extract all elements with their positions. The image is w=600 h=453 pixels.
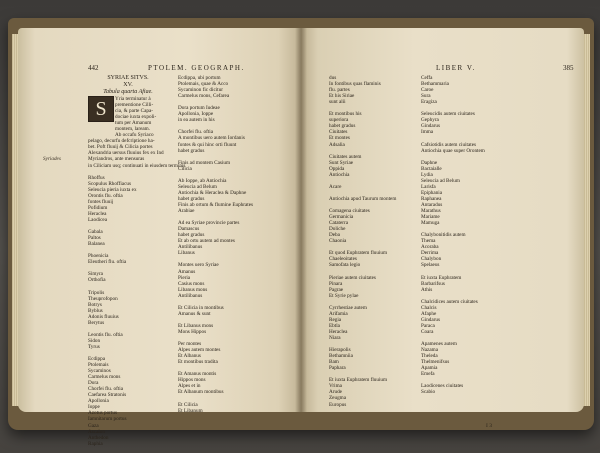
text-line: Et montibus his (329, 111, 362, 118)
text-line: Et Albanus (178, 353, 201, 360)
text-line: Paphara (329, 365, 346, 372)
text-line: Vrima (329, 383, 342, 390)
text-line: Berytus (88, 319, 105, 326)
text-line: Europus (329, 401, 347, 408)
text-line: Pofidium (88, 204, 108, 211)
text-line: Et quod Euphratem fluuium (329, 250, 388, 257)
text-line: habet gradus (329, 123, 356, 130)
text-line: Azotus portus (88, 410, 117, 417)
text-line: Alpes et in (178, 383, 201, 390)
text-line: Thelmenifsus (421, 359, 450, 366)
text-line: Montes uero Syriae (178, 262, 219, 269)
text-line: Caroe (421, 87, 434, 94)
text-line: cia, & parte Capa- (115, 108, 154, 115)
text-line: Libanus mons (178, 286, 208, 293)
text-line: prementione Cilli- (115, 102, 154, 109)
text-line: Ptolemais (88, 362, 109, 369)
text-line: Lydia (421, 171, 433, 178)
text-line: Et his Siriae (329, 93, 355, 100)
text-line: Ceffa (421, 75, 433, 81)
text-line: Gaza (88, 422, 99, 429)
right-column-2-lines (421, 75, 501, 395)
text-line: Cafsiotidis autem ciuitates (421, 141, 477, 148)
left-column-1 (88, 75, 186, 447)
text-line: Arifamia (329, 310, 348, 317)
text-line: Ciuitates autem (329, 153, 362, 160)
text-line: Et Amanus montis (178, 371, 217, 378)
text-line: in ea autem in his (178, 117, 215, 124)
text-line: Chalcidices autem ciuitates (421, 298, 478, 305)
text-line: Pinara (329, 280, 343, 287)
text-line: Gindarus (421, 316, 441, 323)
text-line: Gabala (88, 229, 103, 236)
text-line: Spelaeus (421, 262, 440, 269)
text-line: Pieria (178, 274, 191, 281)
text-line: Cataterra (329, 220, 349, 227)
text-line: Orontis flu. oftia (88, 192, 123, 199)
text-line: Zeugma (329, 395, 346, 402)
text-line: Antaradus (421, 201, 443, 208)
text-line: Scopulus Rhoffiacus (88, 180, 131, 187)
text-line: superiora (329, 117, 349, 124)
text-line: Acare (329, 183, 342, 190)
text-line: Doliche (329, 226, 346, 233)
text-line: Bactaialle (421, 165, 442, 172)
text-line: Leontis flu. oftia (88, 331, 123, 338)
text-line: Simyra (88, 271, 103, 278)
text-line: Carmelus mons (88, 374, 121, 381)
text-line: habet gradus (178, 195, 205, 202)
text-line: Emefa (421, 371, 435, 378)
text-line: In fontibus quas flaminis (329, 81, 381, 88)
text-line: Deba (329, 232, 340, 239)
text-line: Apollonia (88, 398, 109, 405)
text-line: Casius mons (178, 280, 205, 287)
text-line: sunt alii (329, 99, 346, 106)
text-line: Theuprofopon (88, 295, 118, 302)
text-line: Samofata legio (329, 262, 361, 269)
text-line: Rhoffus (88, 174, 105, 181)
text-line: in Ciliciam usq; continuati in eiusdem terminis (88, 162, 186, 169)
chapter-number: XV. (123, 82, 133, 88)
text-line: Gephyra (421, 117, 439, 124)
text-line: Phoenicia (88, 253, 109, 260)
text-line: Chalybonitidis autem (421, 232, 466, 239)
text-line: Ebtla (329, 322, 340, 329)
text-line: Sidon (88, 337, 101, 344)
text-line: Eleutheri flu. oftia (88, 259, 127, 266)
text-line: Balanea (88, 241, 105, 248)
text-line: Antilibanus (178, 292, 203, 299)
text-line: Epiphania (421, 189, 443, 196)
text-line: Ecdippa (88, 356, 105, 363)
text-line: Theleda (421, 353, 438, 360)
text-line: Ad ea Syriae provincie partes (178, 220, 240, 227)
text-line: Yria terminatur à (115, 96, 151, 102)
text-line: Laodicea (88, 216, 108, 223)
right-column-1-lines (329, 75, 419, 408)
text-line: fontes & qui hinc orti fluunt (178, 141, 237, 148)
text-line: Ecdippa, ubi portum (178, 75, 221, 81)
text-line: Sycaminon fic dicitur (178, 87, 223, 94)
text-line: Et Libanum (178, 407, 203, 414)
text-line: Antiochia apud Taurum montem (329, 195, 397, 202)
text-line: Per montes (178, 341, 202, 348)
text-line: Seleucia ad Belum (178, 183, 217, 190)
text-line: Ab Ioppe, ab Antiochia (178, 177, 227, 184)
right-page-number: 385 (563, 64, 574, 72)
text-line: Alpes autem montes (178, 347, 221, 354)
text-line: dus (329, 75, 337, 81)
dropcap-letter: S (88, 96, 114, 122)
text-line: Nazama (421, 347, 438, 354)
text-line: Botrys (88, 301, 102, 308)
text-line: Orthofia (88, 277, 106, 284)
text-line: Iamnitarum portus (88, 416, 127, 423)
text-line: Caefarea Stratonis (88, 392, 127, 399)
text-line: Chalcis (421, 304, 437, 311)
text-line: Heraclea (329, 328, 348, 335)
text-line: Daphne (421, 159, 438, 166)
text-line: Libanus (178, 250, 195, 257)
text-line: Et Albanum montibus (178, 389, 224, 396)
text-line: Et Cilicia in montibus (178, 304, 224, 311)
text-line: Seleucia pieria iuxta ex (88, 186, 137, 193)
left-page-number: 442 (88, 64, 99, 72)
text-line: Sura (421, 93, 431, 100)
text-line: Et Cilicia (178, 401, 198, 408)
text-line: Adsalia (329, 141, 345, 148)
text-line: Acoraba (421, 244, 439, 251)
text-line: Et ab ortu autem ad montes (178, 238, 235, 245)
text-line: Adonis fluuius (88, 313, 119, 320)
text-line: Antiochia (329, 171, 350, 178)
text-line: Et montes (329, 135, 350, 142)
text-line: Et iuxta Euphratem (421, 274, 462, 281)
text-line: Larisfa (421, 183, 436, 190)
text-line: Derrima (421, 250, 439, 257)
text-line: Cyrrhestiae autem (329, 304, 367, 311)
text-line: pelago, decurfu defcriptione ha- (88, 138, 155, 145)
left-column-1-lines (88, 96, 186, 447)
text-line: Damascus (178, 226, 200, 233)
left-page (18, 28, 301, 447)
text-line: Pagrae (329, 286, 344, 293)
text-line: Sunt Syriae (329, 159, 354, 166)
text-line: Afaphe (421, 310, 437, 317)
text-line: Laodicenes ciuitates (421, 383, 464, 390)
left-column-2-lines (178, 75, 258, 414)
text-line: Chaonia (329, 238, 347, 245)
text-line: Chalybon (421, 256, 442, 263)
text-line: Raphia (88, 440, 103, 447)
text-line: Antilibanus (178, 244, 203, 251)
signature-mark: I 3 (486, 423, 492, 429)
text-line: Scabio (421, 389, 436, 396)
text-line: tum per Amanum (115, 120, 152, 127)
text-line: A montibus uero autem Iordanis (178, 135, 245, 142)
text-line: Dora (88, 380, 99, 387)
right-page-header: LIBER V. (436, 64, 476, 72)
text-line: Et iuxta Euphratem fluuium (329, 377, 388, 384)
text-line: Germanicia (329, 214, 354, 221)
text-line: Anthedon (88, 434, 109, 441)
text-line: Marathus (421, 208, 441, 215)
chapter-title: SYRIAE SITVS. (107, 75, 149, 81)
text-line: Antiochia & Heraclea & Daphne (178, 189, 247, 196)
text-line: Mamuga (421, 220, 440, 227)
text-line: Chorfei flu. oftia (178, 129, 214, 136)
text-line: Athis (421, 286, 433, 293)
text-line: Finis ab ortum & flumine Euphrates (178, 201, 254, 208)
text-line: Amanus & sunt (178, 310, 211, 317)
text-line: Raphanea (421, 195, 442, 202)
text-line: Regia (329, 316, 342, 323)
text-line: Niara (329, 335, 341, 342)
text-line: Bam (329, 359, 339, 366)
text-line: Arabiae (178, 208, 195, 215)
text-line: Cilicia (178, 165, 192, 172)
text-line: dociae iuxta expoli- (115, 114, 157, 121)
text-line: Hierapolis (329, 347, 351, 354)
right-column-1 (329, 75, 419, 408)
text-line: Alexandria uersus fluuius fex ex Ind (88, 150, 164, 157)
text-line: Ioppe (88, 404, 100, 411)
left-page-header: PTOLEM. GEOGRAPH. (148, 64, 245, 72)
text-line: Finis ad montem Casium (178, 159, 231, 166)
text-line: Tyrus (88, 343, 100, 350)
text-line: Bethammaria (421, 81, 449, 88)
text-line: Byblus (88, 307, 103, 314)
text-line: Eragiza (421, 99, 437, 106)
text-line: Mariame (421, 214, 440, 221)
text-line: Amanus (178, 268, 196, 275)
book-gutter (295, 28, 307, 412)
text-line: Antiochia quae super Orontem (421, 147, 485, 154)
text-line: Thema (421, 238, 436, 245)
text-line: Ascalon (88, 428, 105, 435)
text-line: Gindarus (421, 123, 441, 130)
text-line: Myriandros, ante mensuras (88, 156, 145, 163)
text-line: Paltos (88, 235, 101, 242)
text-line: Chorfei flu. oftia (88, 386, 124, 393)
text-line: Mons Hippos (178, 328, 207, 335)
text-line: Dora portum Iudeae (178, 105, 220, 112)
text-line: Sycaminos (88, 368, 111, 375)
text-line: Oppida (329, 165, 345, 172)
left-column-2 (178, 75, 258, 414)
text-line: Et montibus tradita (178, 359, 218, 366)
text-line: Seleucia ad Belum (421, 177, 460, 184)
text-line: Coara (421, 328, 434, 335)
text-line: Et Syrie pylae (329, 292, 359, 299)
text-line: fontes fluuij (88, 198, 114, 205)
text-line: bet. Poft fluuij & Cilicia portes (88, 144, 153, 151)
text-line: Apamia (421, 365, 438, 372)
right-page (301, 28, 584, 429)
text-line: Ab occafu Syriaco (115, 132, 154, 139)
text-line: Comagena ciuitates (329, 208, 370, 215)
text-line: habet gradus (178, 147, 205, 154)
text-line: Et Libanus mons (178, 322, 214, 329)
text-line: Bethamniia (329, 353, 353, 360)
text-line: Apollonia, Ioppe (178, 111, 214, 118)
text-line: habet gradus (178, 232, 205, 239)
text-line: Arude (329, 389, 342, 396)
text-line: Hippos mons (178, 377, 206, 384)
right-column-2 (421, 75, 501, 395)
text-line: Pieriae autem ciuitates (329, 274, 376, 281)
text-line: Chaeleoitates (329, 256, 357, 263)
text-line: Heraclea (88, 210, 107, 217)
text-line: Ciuitates (329, 129, 348, 136)
text-line: flu. partes (329, 87, 350, 94)
text-line: Barbarifsus (421, 280, 445, 287)
text-line: Apamenes autem (421, 341, 457, 348)
text-line: Paraca (421, 322, 435, 329)
text-line: Imma (421, 129, 434, 136)
text-line: montem, laream. (115, 126, 151, 133)
text-line: Seleucidis autem ciuitates (421, 111, 475, 118)
text-line: Carmelus mons, Cefarea (178, 93, 230, 100)
chapter-subtitle: Tabula quarta Afiae. (103, 89, 153, 95)
text-line: Ptolemais, quae & Acco (178, 81, 229, 88)
margin-note: Syriades (43, 156, 61, 162)
text-line: Tripolis (88, 289, 105, 296)
